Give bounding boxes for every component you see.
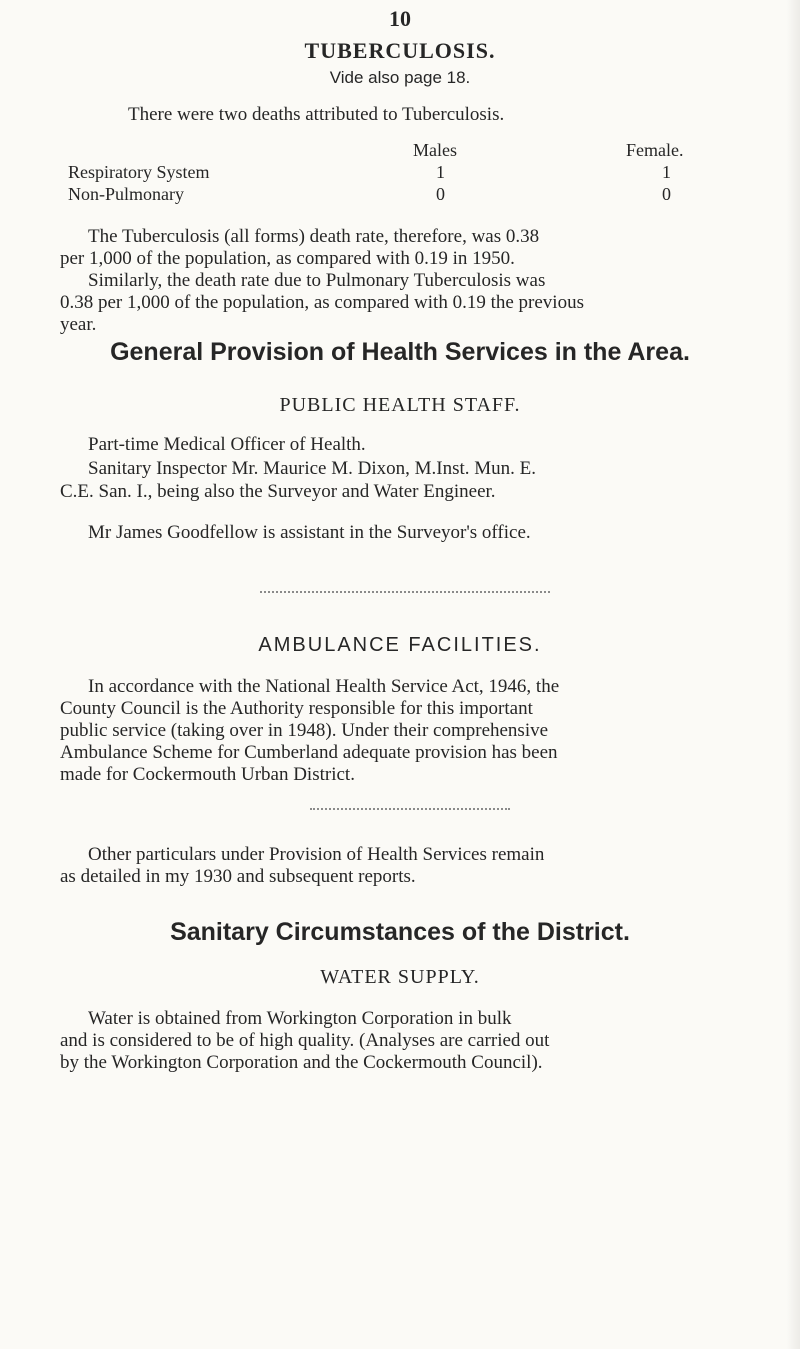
staff-line: C.E. San. I., being also the Surveyor and Water Engineer. xyxy=(60,481,496,502)
paragraph-line: as detailed in my 1930 and subsequent reports. xyxy=(60,866,416,887)
paragraph-line: The Tuberculosis (all forms) death rate, therefore, was 0.38 xyxy=(88,226,540,247)
staff-line: Part-time Medical Officer of Health. xyxy=(88,434,366,455)
paragraph-line: per 1,000 of the population, as compared with 0.19 in 1950. xyxy=(60,248,515,269)
paragraph-line: In accordance with the National Health Service Act, 1946, the xyxy=(88,676,560,697)
paragraph-line: public service (taking over in 1948). Under their comprehensive xyxy=(60,720,549,741)
paragraph-line: Other particulars under Provision of Health Services remain xyxy=(88,844,545,865)
other-particulars-paragraph xyxy=(60,844,750,888)
paragraph-line: made for Cockermouth Urban District. xyxy=(60,764,355,785)
dotted-separator xyxy=(260,591,550,593)
page-number: 10 xyxy=(389,6,411,31)
row-label: Respiratory System xyxy=(68,162,210,182)
tuberculosis-intro: There were two deaths attributed to Tuberculosis. xyxy=(128,104,505,125)
tuberculosis-heading: TUBERCULOSIS. xyxy=(304,38,496,63)
paragraph-line: and is considered to be of high quality. (Analyses are carried out xyxy=(60,1030,550,1051)
column-header-female: Female. xyxy=(626,140,684,160)
water-supply-heading: WATER SUPPLY. xyxy=(320,966,480,988)
tuberculosis-paragraph xyxy=(60,226,750,336)
paragraph-line: year. xyxy=(60,314,97,335)
column-header-males: Males xyxy=(413,140,457,160)
row-value-males: 1 xyxy=(436,162,445,182)
public-health-staff-heading: PUBLIC HEALTH STAFF. xyxy=(279,394,521,416)
vide-reference: Vide also page 18. xyxy=(329,68,471,87)
ambulance-heading: AMBULANCE FACILITIES. xyxy=(258,634,542,656)
paragraph-line: Water is obtained from Workington Corporation in bulk xyxy=(88,1008,512,1029)
staff-line: Mr James Goodfellow is assistant in the Surveyor's office. xyxy=(88,522,531,543)
staff-line: Sanitary Inspector Mr. Maurice M. Dixon, M.Inst. Mun. E. xyxy=(88,458,537,479)
sanitary-heading: Sanitary Circumstances of the District. xyxy=(170,918,630,946)
water-supply-paragraph xyxy=(60,1008,750,1074)
row-value-males: 0 xyxy=(436,184,445,204)
paragraph-line: County Council is the Authority responsible for this important xyxy=(60,698,533,719)
row-label: Non-Pulmonary xyxy=(68,184,184,204)
row-value-female: 0 xyxy=(662,184,671,204)
paragraph-line: by the Workington Corporation and the Cockermouth Council). xyxy=(60,1052,543,1073)
page-edge-shadow xyxy=(786,0,800,1349)
paragraph-line: Similarly, the death rate due to Pulmonary Tuberculosis was xyxy=(88,270,546,291)
row-value-female: 1 xyxy=(662,162,671,182)
paragraph-line: 0.38 per 1,000 of the population, as compared with 0.19 the previous xyxy=(60,292,584,313)
ambulance-paragraph xyxy=(60,676,750,786)
paragraph-line: Ambulance Scheme for Cumberland adequate provision has been xyxy=(60,742,558,763)
general-provision-heading: General Provision of Health Services in the Area. xyxy=(110,338,690,366)
dotted-separator xyxy=(310,808,510,810)
